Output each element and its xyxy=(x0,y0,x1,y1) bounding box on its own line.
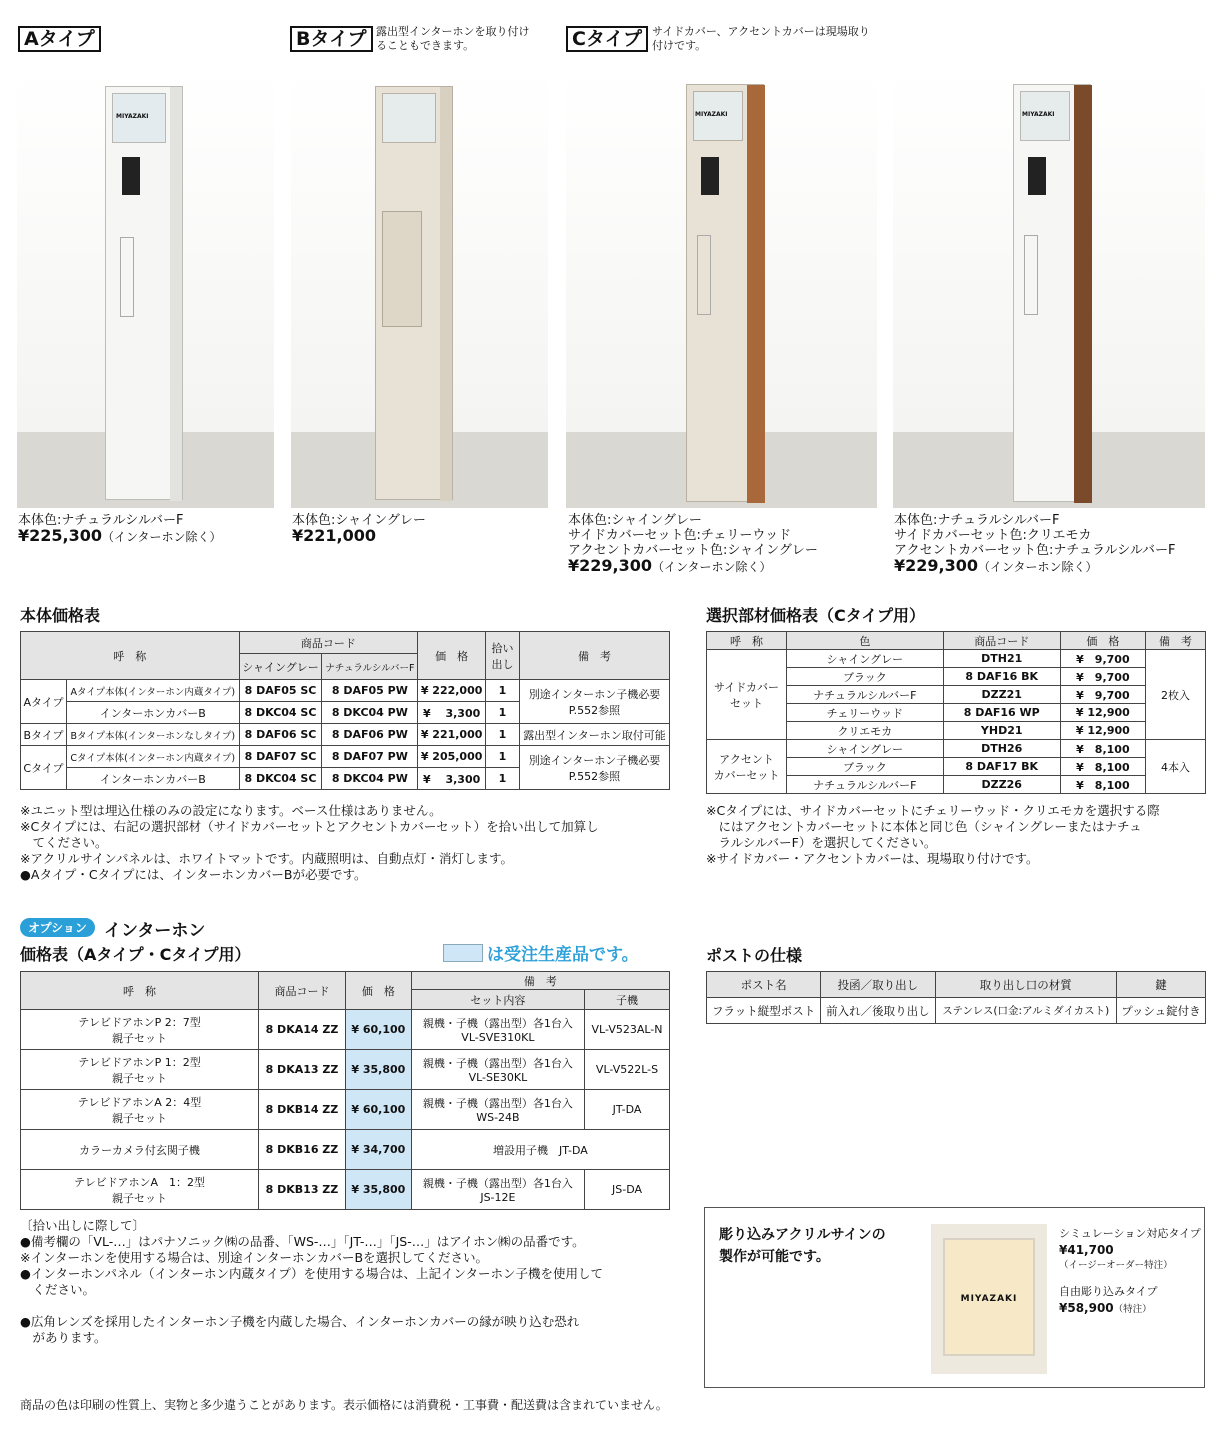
type-b-tag: Bタイプ xyxy=(290,26,373,52)
sign-box-title: 彫り込みアクリルサインの 製作が可能です。 xyxy=(719,1227,886,1265)
table-row: ブラック 8 DAF17 BK ¥ 8,100 xyxy=(707,758,1206,776)
table-row: インターホンカバーB 8 DKC04 SC 8 DKC04 PW ¥ 3,300 1 xyxy=(21,768,670,790)
option-title: インターホン xyxy=(104,921,206,941)
table-row: アクセント カバーセット シャイングレー DTH26 ¥ 8,100 4本入 xyxy=(707,740,1206,758)
table-row: テレビドアホンA 2：4型 親子セット 8 DKB14 ZZ ¥ 60,100 親機・子機（露出型）各1台入 WS-24B JT-DA xyxy=(21,1090,670,1130)
table-row: ナチュラルシルバーF DZZ21 ¥ 9,700 xyxy=(707,686,1206,704)
table-row: テレビドアホンA 1：2型 親子セット 8 DKB13 ZZ ¥ 35,800 親機・子機（露出型）各1台入 JS-12E JS-DA xyxy=(21,1170,670,1210)
table-row: ナチュラルシルバーF DZZ26 ¥ 8,100 xyxy=(707,776,1206,794)
product-photo-a xyxy=(17,72,274,508)
type-c-note: サイドカバー、アクセントカバーは現場取り 付けです。 xyxy=(652,25,870,52)
main-table-title: 本体価格表 xyxy=(20,606,101,625)
table-row: サイドカバー セット シャイングレー DTH21 ¥ 9,700 2枚入 xyxy=(707,650,1206,668)
table-row: インターホンカバーB 8 DKC04 SC 8 DKC04 PW ¥ 3,300 1 xyxy=(21,702,670,724)
product-caption-b: 本体色:シャイングレー ¥221,000 xyxy=(292,513,426,545)
option-badge: オプション xyxy=(20,918,95,937)
post-title: ポストの仕様 xyxy=(706,946,803,965)
table-row: フラット縦型ポスト 前入れ／後取り出し ステンレス(口金:アルミダイカスト) プッシュ錠付き xyxy=(707,998,1206,1024)
product-photo-b xyxy=(291,72,548,508)
post-spec-table: ポスト名 投函／取り出し 取り出し口の材質 鍵 フラット縦型ポスト 前入れ／後取り出し ステンレス(口金:アルミダイカスト) プッシュ錠付き xyxy=(706,971,1206,1024)
table-row: テレビドアホンP 2：7型 親子セット 8 DKA14 ZZ ¥ 60,100 親機・子機（露出型）各1台入 VL-SVE310KL VL-V523AL-N xyxy=(21,1010,670,1050)
option-notes: 〔拾い出しに際して〕 ●備考欄の「VL-…」はパナソニック㈱の品番、「WS-…」「JT-…」「JS-…」はアイホン㈱の品番です。 ※インターホンを使用する場合は、別途インターホンカバーBを選択してください。 ●インターホンパネル（インターホン内蔵タイプ）を使用する場合は、上記インターホン子機を使用して ください。 ●広角レンズを採用したインターホン子機を内蔵した場合、インターホンカバーの縁が映り込む恐れ があります。 xyxy=(20,1218,604,1345)
type-b-note: 露出型インターホンを取り付け ることもできます。 xyxy=(376,25,530,52)
made-to-order-legend: は受注生産品です。 xyxy=(487,945,639,965)
pole-body xyxy=(686,84,764,502)
product-caption-a: 本体色:ナチュラルシルバーF ¥225,300（インターホン除く） xyxy=(18,513,222,545)
product-caption-c1: 本体色:シャイングレー サイドカバーセット色:チェリーウッド アクセントカバーセット色:シャイングレー ¥229,300（インターホン除く） xyxy=(568,513,818,575)
option-subtitle: 価格表（Aタイプ・Cタイプ用） xyxy=(20,945,251,964)
sign-prices: シミュレーション対応タイプ ¥41,700 （イージーオーダー特注） 自由彫り込みタイプ ¥58,900（特注） xyxy=(1059,1227,1201,1315)
pole-body xyxy=(375,86,453,500)
made-to-order-swatch xyxy=(443,944,483,962)
table-row: Aタイプ Aタイプ本体(インターホン内蔵タイプ) 8 DAF05 SC 8 DAF05 PW ¥ 222,000 1 別途インターホン子機必要 P.552参照 xyxy=(21,680,670,702)
sign-text: MIYAZAKI xyxy=(695,111,728,118)
sign-text: MIYAZAKI xyxy=(960,1294,1018,1304)
main-notes: ※ユニット型は埋込仕様のみの設定になります。ベース仕様はありません。 ※Cタイプには、右記の選択部材（サイドカバーセットとアクセントカバーセット）を拾い出して加算し てください。 ※アクリルサインパネルは、ホワイトマットです。内蔵照明は、自動点灯・消灯します。 ●Aタイプ・Cタイプには、インターホンカバーBが必要です。 xyxy=(20,803,599,882)
product-photo-c1 xyxy=(566,72,877,508)
main-price-table: 呼 称 商品コード 価 格 拾い 出し 備 考 シャイングレー ナチュラルシルバーF Aタイプ Aタイプ本体(インターホン内蔵タイプ) 8 DAF05 SC 8 DAF05 PW ¥ 222,000 1 別途インターホン子機必要 P.552参照 インターホンカバーB 8 DKC04 SC 8 DKC04 PW ¥ 3,300 1 Bタイプ Bタイプ本体(インターホンなしタイプ) 8 DAF06 SC 8 DAF06 PW ¥ 221,000 1 露出型インターホン取付可能 Cタイプ Cタイプ本体(インターホン内蔵タイプ) 8 DAF07 SC 8 DAF07 PW ¥ 205,000 1 別途インターホン子機必要 P.552参照 インターホンカバーB 8 DKC04 SC 8 DKC04 PW ¥ 3,300 1 xyxy=(20,631,670,790)
product-photo-c2 xyxy=(893,72,1205,508)
type-c-tag: Cタイプ xyxy=(566,26,648,52)
table-row: クリエモカ YHD21 ¥ 12,900 xyxy=(707,722,1206,740)
table-row: カラーカメラ付玄関子機 8 DKB16 ZZ ¥ 34,700 増設用子機 JT-DA xyxy=(21,1130,670,1170)
parts-price-table: 呼 称 色 商品コード 価 格 備 考 サイドカバー セット シャイングレー DTH21 ¥ 9,700 2枚入 ブラック 8 DAF16 BK ¥ 9,700 ナチュラルシルバーF DZZ21 ¥ 9,700 チェリーウッド 8 DAF16 WP ¥ 12,900 クリエモカ YHD21 ¥ 12,900 アクセント カバーセット シャイングレー DTH26 ¥ 8,100 4本入 ブラック 8 DAF17 BK ¥ 8,100 ナチュラルシルバーF DZZ26 ¥ 8,100 xyxy=(706,631,1206,794)
sign-text: MIYAZAKI xyxy=(1022,111,1055,118)
product-caption-c2: 本体色:ナチュラルシルバーF サイドカバーセット色:クリエモカ アクセントカバーセット色:ナチュラルシルバーF ¥229,300（インターホン除く） xyxy=(894,513,1176,575)
parts-notes: ※Cタイプには、サイドカバーセットにチェリーウッド・クリエモカを選択する際 にはアクセントカバーセットに本体と同じ色（シャイングレーまたはナチュ ラルシルバーF）を選択してください。 ※サイドカバー・アクセントカバーは、現場取り付けです。 xyxy=(706,803,1160,866)
table-row: Bタイプ Bタイプ本体(インターホンなしタイプ) 8 DAF06 SC 8 DAF06 PW ¥ 221,000 1 露出型インターホン取付可能 xyxy=(21,724,670,746)
footer-note: 商品の色は印刷の性質上、実物と多少違うことがあります。表示価格には消費税・工事費・配送費は含まれていません。 xyxy=(20,1398,668,1412)
table-row: チェリーウッド 8 DAF16 WP ¥ 12,900 xyxy=(707,704,1206,722)
pole-body xyxy=(105,86,183,500)
table-row: ブラック 8 DAF16 BK ¥ 9,700 xyxy=(707,668,1206,686)
table-row: テレビドアホンP 1：2型 親子セット 8 DKA13 ZZ ¥ 35,800 親機・子機（露出型）各1台入 VL-SE30KL VL-V522L-S xyxy=(21,1050,670,1090)
intercom-price-table: 呼 称 商品コード 価 格 備 考 セット内容 子機 テレビドアホンP 2：7型 親子セット 8 DKA14 ZZ ¥ 60,100 親機・子機（露出型）各1台入 VL-SVE310KL VL-V523AL-N テレビドアホンP 1：2型 親子セット 8 DKA13 ZZ ¥ 35,800 親機・子機（露出型）各1台入 VL-SE30KL VL-V522L-S テレビドアホンA 2：4型 親子セット 8 DKB14 ZZ ¥ 60,100 親機・子機（露出型）各1台入 WS-24B JT-DA カラーカメラ付玄関子機 8 DKB16 ZZ ¥ 34,700 増設用子機 JT-DA テレビドアホンA 1：2型 親子セット 8 DKB13 ZZ ¥ 35,800 親機・子機（露出型）各1台入 JS-12E JS-DA xyxy=(20,971,670,1210)
pole-body xyxy=(1013,84,1091,502)
parts-table-title: 選択部材価格表（Cタイプ用） xyxy=(706,606,925,625)
type-a-tag: Aタイプ xyxy=(18,26,101,52)
sign-photo xyxy=(931,1224,1047,1374)
table-row: Cタイプ Cタイプ本体(インターホン内蔵タイプ) 8 DAF07 SC 8 DAF07 PW ¥ 205,000 1 別途インターホン子機必要 P.552参照 xyxy=(21,746,670,768)
sign-text: MIYAZAKI xyxy=(116,113,149,120)
acrylic-sign-box xyxy=(704,1207,1205,1388)
